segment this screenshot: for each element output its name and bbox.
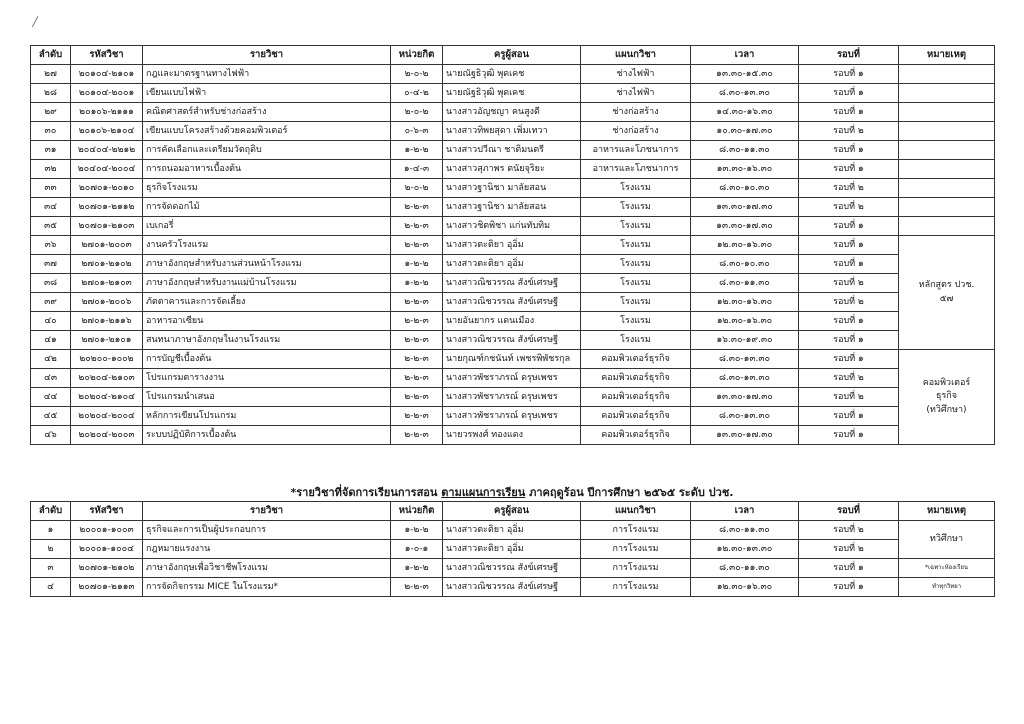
cell-time: ๘.๓๐-๑๑.๓๐ xyxy=(691,274,799,293)
remark-line: *เฉพาะห้องเรียน xyxy=(924,564,969,571)
header-order: ลำดับ xyxy=(31,502,71,521)
cell-subject: เบเกอรี่ xyxy=(143,217,391,236)
cell-teacher: นางสาวปวีณา ชาติมนตรี xyxy=(443,141,581,160)
cell-dept: อาหารและโภชนาการ xyxy=(581,160,691,179)
cell-credit: ๑-๒-๒ xyxy=(391,521,443,540)
cell-subject: ภาษาอังกฤษสำหรับงานส่วนหน้าโรงแรม xyxy=(143,255,391,274)
cell-remark xyxy=(899,198,995,217)
header-remark: หมายเหตุ xyxy=(899,46,995,65)
table-row xyxy=(31,122,995,141)
cell-code: ๒๐๑๐๖-๒๑๑๑ xyxy=(71,103,143,122)
cell-subject: การบัญชีเบื้องต้น xyxy=(143,350,391,369)
cell-credit: ๑-๔-๓ xyxy=(391,160,443,179)
cell-time: ๑๒.๓๐-๑๓.๓๐ xyxy=(691,540,799,559)
cell-order: ๔๐ xyxy=(31,312,71,331)
cell-round: รอบที่ ๒ xyxy=(799,388,899,407)
table-row xyxy=(31,236,995,255)
cell-dept: โรงแรม xyxy=(581,293,691,312)
cell-subject: ธุรกิจและการเป็นผู้ประกอบการ xyxy=(143,521,391,540)
cell-order: ๓๔ xyxy=(31,198,71,217)
cell-code: ๒๗๐๑-๒๑๑๖ xyxy=(71,312,143,331)
cell-subject: โปรแกรมนำเสนอ xyxy=(143,388,391,407)
cell-code: ๒๐๗๐๑-๒๑๑๒ xyxy=(71,198,143,217)
cell-round: รอบที่ ๑ xyxy=(799,578,899,597)
cell-credit: ๑-๒-๒ xyxy=(391,255,443,274)
cell-teacher: นายกุณฑ์กชนันท์ เพชรพิพัชรกุล xyxy=(443,350,581,369)
header-time: เวลา xyxy=(691,502,799,521)
cell-credit: ๒-๒-๓ xyxy=(391,426,443,445)
table-row xyxy=(31,578,995,597)
cell-order: ๒๘ xyxy=(31,84,71,103)
table-row xyxy=(31,141,995,160)
table-row xyxy=(31,293,995,312)
cell-dept: โรงแรม xyxy=(581,255,691,274)
cell-order: ๒๙ xyxy=(31,103,71,122)
cell-code: ๒๗๐๑-๒๑๐๒ xyxy=(71,255,143,274)
cell-code: ๒๐๑๐๖-๒๑๐๔ xyxy=(71,122,143,141)
remark-line: ทวิศึกษา xyxy=(929,533,964,544)
cell-dept: การโรงแรม xyxy=(581,540,691,559)
cell-code: ๒๐๒๐๔-๒๑๐๓ xyxy=(71,369,143,388)
cell-subject: ธุรกิจโรงแรม xyxy=(143,179,391,198)
cell-order: ๔ xyxy=(31,578,71,597)
remark-line: ทำทุกวิทยา xyxy=(931,583,962,590)
cell-round: รอบที่ ๒ xyxy=(799,540,899,559)
caption-after: ภาคฤดูร้อน ปีการศึกษา ๒๕๖๕ ระดับ ปวช. xyxy=(525,486,734,499)
cell-dept: คอมพิวเตอร์ธุรกิจ xyxy=(581,388,691,407)
cell-time: ๑๓.๓๐-๑๗.๓๐ xyxy=(691,217,799,236)
cell-credit: ๒-๐-๒ xyxy=(391,179,443,198)
cell-dept: ช่างไฟฟ้า xyxy=(581,65,691,84)
cell-remark xyxy=(899,141,995,160)
cell-credit: ๒-๒-๓ xyxy=(391,198,443,217)
cell-teacher: นางสาวฐานิชา มาลัยสอน xyxy=(443,198,581,217)
table-row xyxy=(31,65,995,84)
cell-order: ๑ xyxy=(31,521,71,540)
cell-round: รอบที่ ๑ xyxy=(799,141,899,160)
cell-subject: การจัดกิจกรรม MICE ในโรงแรม* xyxy=(143,578,391,597)
cell-round: รอบที่ ๒ xyxy=(799,122,899,141)
cell-order: ๓๓ xyxy=(31,179,71,198)
cell-code: ๒๗๐๑-๒๐๐๓ xyxy=(71,236,143,255)
header-order: ลำดับ xyxy=(31,46,71,65)
table-header-row xyxy=(31,46,995,65)
cell-credit: ๒-๒-๓ xyxy=(391,578,443,597)
cell-credit: ๒-๐-๒ xyxy=(391,103,443,122)
table-row xyxy=(31,350,995,369)
cell-time: ๘.๓๐-๑๑.๓๐ xyxy=(691,559,799,578)
cell-credit: ๒-๒-๓ xyxy=(391,293,443,312)
cell-credit: ๒-๐-๒ xyxy=(391,65,443,84)
cell-order: ๓๗ xyxy=(31,255,71,274)
cell-code: ๒๐๒๐๔-๒๐๐๓ xyxy=(71,426,143,445)
cell-round: รอบที่ ๑ xyxy=(799,255,899,274)
cell-time: ๑๓.๓๐-๑๗.๓๐ xyxy=(691,198,799,217)
cell-code: ๒๐๒๐๔-๒๐๐๔ xyxy=(71,407,143,426)
cell-remark xyxy=(899,103,995,122)
table-row xyxy=(31,388,995,407)
cell-teacher: นางสาวอัญชญา คนสูงดี xyxy=(443,103,581,122)
cell-teacher: นางสาวชิตพิชา แก่นทับทิม xyxy=(443,217,581,236)
cell-subject: กฎหมายแรงงาน xyxy=(143,540,391,559)
cell-time: ๑๒.๓๐-๑๖.๓๐ xyxy=(691,578,799,597)
cell-dept: ช่างไฟฟ้า xyxy=(581,84,691,103)
header-subject: รายวิชา xyxy=(143,46,391,65)
remark-line: หลักสูตร ปวช. xyxy=(918,280,975,290)
cell-teacher: นางสาวพัชราภรณ์ ดรุษเพชร xyxy=(443,388,581,407)
cell-credit: ๑-๐-๑ xyxy=(391,540,443,559)
cell-code: ๒๗๐๑-๒๑๐๑ xyxy=(71,331,143,350)
cell-subject: ภาษาอังกฤษสำหรับงานแม่บ้านโรงแรม xyxy=(143,274,391,293)
remark-hotel-curriculum xyxy=(899,236,995,350)
cell-teacher: นางสาวณิชวรรณ สังข์เศรษฐี xyxy=(443,578,581,597)
table-row xyxy=(31,521,995,540)
cell-subject: ภัตตาคารและการจัดเลี้ยง xyxy=(143,293,391,312)
table-row xyxy=(31,559,995,578)
cell-subject: การคัดเลือกและเตรียมวัตถุดิบ xyxy=(143,141,391,160)
cell-order: ๔๑ xyxy=(31,331,71,350)
remark-note-row4 xyxy=(899,578,995,597)
table-row xyxy=(31,198,995,217)
cell-teacher: นางสาวสุภาพร ตนัยจุริยะ xyxy=(443,160,581,179)
cell-subject: หลักการเขียนโปรแกรม xyxy=(143,407,391,426)
cell-round: รอบที่ ๒ xyxy=(799,179,899,198)
cell-order: ๓๒ xyxy=(31,160,71,179)
cell-order: ๓๑ xyxy=(31,141,71,160)
header-dept: แผนกวิชา xyxy=(581,502,691,521)
cell-code: ๒๐๐๐๑-๑๐๐๔ xyxy=(71,540,143,559)
table-body xyxy=(31,521,995,597)
cell-time: ๘.๓๐-๑๓.๓๐ xyxy=(691,84,799,103)
cell-time: ๘.๓๐-๑๓.๓๐ xyxy=(691,407,799,426)
cell-time: ๑๖.๓๐-๑๙.๓๐ xyxy=(691,331,799,350)
cell-credit: ๒-๒-๓ xyxy=(391,350,443,369)
cell-round: รอบที่ ๒ xyxy=(799,198,899,217)
table-row xyxy=(31,217,995,236)
schedule-table-main xyxy=(30,45,995,445)
cell-subject: กฎและมาตรฐานทางไฟฟ้า xyxy=(143,65,391,84)
cell-time: ๑๔.๓๐-๑๖.๓๐ xyxy=(691,103,799,122)
cell-subject: การถนอมอาหารเบื้องต้น xyxy=(143,160,391,179)
section-caption xyxy=(30,483,994,501)
cell-credit: ๒-๒-๓ xyxy=(391,236,443,255)
cell-time: ๘.๓๐-๑๓.๓๐ xyxy=(691,350,799,369)
table-row xyxy=(31,179,995,198)
cell-round: รอบที่ ๒ xyxy=(799,521,899,540)
cell-round: รอบที่ ๒ xyxy=(799,369,899,388)
cell-time: ๑๓.๓๐-๑๕.๓๐ xyxy=(691,65,799,84)
cell-time: ๘.๓๐-๑๐.๓๐ xyxy=(691,255,799,274)
cell-round: รอบที่ ๑ xyxy=(799,350,899,369)
cell-round: รอบที่ ๑ xyxy=(799,160,899,179)
cell-dept: ช่างก่อสร้าง xyxy=(581,122,691,141)
cell-code: ๒๐๐๐๑-๑๐๐๓ xyxy=(71,521,143,540)
cell-dept: โรงแรม xyxy=(581,312,691,331)
cell-time: ๑๓.๓๐-๑๗.๓๐ xyxy=(691,388,799,407)
caption-underlined: ตามแผนการเรียน xyxy=(441,486,526,499)
cell-subject: ภาษาอังกฤษเพื่อวิชาชีพโรงแรม xyxy=(143,559,391,578)
cell-time: ๑๒.๓๐-๑๖.๓๐ xyxy=(691,293,799,312)
cell-time: ๘.๓๐-๑๐.๓๐ xyxy=(691,179,799,198)
cell-teacher: นายวรพงศ์ ทองแดง xyxy=(443,426,581,445)
cell-teacher: นางสาวฐานิชา มาลัยสอน xyxy=(443,179,581,198)
cell-dept: คอมพิวเตอร์ธุรกิจ xyxy=(581,426,691,445)
table-body xyxy=(31,65,995,445)
cell-order: ๓๖ xyxy=(31,236,71,255)
cell-dept: คอมพิวเตอร์ธุรกิจ xyxy=(581,407,691,426)
cell-round: รอบที่ ๑ xyxy=(799,217,899,236)
cell-teacher: นางสาวตะติยา อุอิ่ม xyxy=(443,540,581,559)
cell-code: ๒๐๗๐๑-๒๑๐๒ xyxy=(71,559,143,578)
cell-teacher: นางสาวทิพยสุดา เพิ่มเทวา xyxy=(443,122,581,141)
cell-round: รอบที่ ๑ xyxy=(799,331,899,350)
table-row xyxy=(31,407,995,426)
table-row xyxy=(31,103,995,122)
header-code: รหัสวิชา xyxy=(71,46,143,65)
cell-subject: อาหารอาเซียน xyxy=(143,312,391,331)
cell-subject: การจัดดอกไม้ xyxy=(143,198,391,217)
cell-credit: ๒-๒-๓ xyxy=(391,331,443,350)
cell-code: ๒๐๒๐๔-๒๑๐๔ xyxy=(71,388,143,407)
header-code: รหัสวิชา xyxy=(71,502,143,521)
cell-credit: ๑-๒-๒ xyxy=(391,141,443,160)
header-time: เวลา xyxy=(691,46,799,65)
table-row xyxy=(31,369,995,388)
header-round: รอบที่ xyxy=(799,502,899,521)
cell-round: รอบที่ ๑ xyxy=(799,236,899,255)
cell-code: ๒๐๔๐๔-๒๐๐๔ xyxy=(71,160,143,179)
cell-code: ๒๐๗๐๑-๒๑๑๓ xyxy=(71,578,143,597)
cell-order: ๓๐ xyxy=(31,122,71,141)
remark-business-computer xyxy=(899,350,995,445)
cell-time: ๘.๓๐-๑๑.๓๐ xyxy=(691,521,799,540)
cell-teacher: นางสาวตะติยา อุอิ่ม xyxy=(443,236,581,255)
cell-order: ๒ xyxy=(31,540,71,559)
cell-teacher: นางสาวพัชราภรณ์ ดรุษเพชร xyxy=(443,407,581,426)
cell-teacher: นางสาวณิชวรรณ สังข์เศรษฐี xyxy=(443,274,581,293)
table-header-row xyxy=(31,502,995,521)
cell-round: รอบที่ ๑ xyxy=(799,312,899,331)
cell-credit: ๒-๒-๓ xyxy=(391,369,443,388)
cell-order: ๓ xyxy=(31,559,71,578)
header-dept: แผนกวิชา xyxy=(581,46,691,65)
cell-credit: ๒-๒-๓ xyxy=(391,312,443,331)
cell-credit: ๒-๒-๓ xyxy=(391,217,443,236)
cell-time: ๘.๓๐-๑๑.๓๐ xyxy=(691,141,799,160)
cell-subject: งานครัวโรงแรม xyxy=(143,236,391,255)
cell-subject: เขียนแบบไฟฟ้า xyxy=(143,84,391,103)
cell-time: ๑๓.๓๐-๑๗.๓๐ xyxy=(691,426,799,445)
cell-teacher: นางสาวณิชวรรณ สังข์เศรษฐี xyxy=(443,293,581,312)
cell-remark xyxy=(899,65,995,84)
remark-dual-education xyxy=(899,521,995,559)
header-teacher: ครูผู้สอน xyxy=(443,502,581,521)
remark-line: (ทวิศึกษา) xyxy=(926,404,967,415)
table-row xyxy=(31,84,995,103)
remark-note-row3 xyxy=(899,559,995,578)
cell-teacher: นางสาวตะติยา อุอิ่ม xyxy=(443,521,581,540)
cell-subject: คณิตศาสตร์สำหรับช่างก่อสร้าง xyxy=(143,103,391,122)
cell-time: ๑๒.๓๐-๑๖.๓๐ xyxy=(691,236,799,255)
table-row xyxy=(31,312,995,331)
cell-teacher: นางสาวพัชราภรณ์ ดรุษเพชร xyxy=(443,369,581,388)
cell-remark xyxy=(899,84,995,103)
table-row xyxy=(31,160,995,179)
cell-teacher: นายอันยากร แดนเมือง xyxy=(443,312,581,331)
header-remark: หมายเหตุ xyxy=(899,502,995,521)
header-credit: หน่วยกิต xyxy=(391,46,443,65)
cell-round: รอบที่ ๑ xyxy=(799,407,899,426)
cell-order: ๓๘ xyxy=(31,274,71,293)
cell-dept: โรงแรม xyxy=(581,179,691,198)
cell-remark xyxy=(899,160,995,179)
cell-credit: ๑-๒-๒ xyxy=(391,559,443,578)
cell-dept: คอมพิวเตอร์ธุรกิจ xyxy=(581,350,691,369)
pen-mark xyxy=(32,16,47,32)
cell-subject: ระบบปฏิบัติการเบื้องต้น xyxy=(143,426,391,445)
cell-credit: ๒-๒-๓ xyxy=(391,388,443,407)
cell-dept: ช่างก่อสร้าง xyxy=(581,103,691,122)
cell-code: ๒๗๐๑-๒๑๐๓ xyxy=(71,274,143,293)
cell-remark xyxy=(899,179,995,198)
cell-round: รอบที่ ๑ xyxy=(799,65,899,84)
cell-code: ๒๐๑๐๔-๒๑๐๑ xyxy=(71,65,143,84)
cell-round: รอบที่ ๑ xyxy=(799,426,899,445)
cell-dept: โรงแรม xyxy=(581,274,691,293)
cell-order: ๓๙ xyxy=(31,293,71,312)
cell-order: ๔๒ xyxy=(31,350,71,369)
cell-round: รอบที่ ๑ xyxy=(799,103,899,122)
cell-dept: คอมพิวเตอร์ธุรกิจ xyxy=(581,369,691,388)
cell-code: ๒๐๑๐๔-๒๐๐๑ xyxy=(71,84,143,103)
cell-dept: อาหารและโภชนาการ xyxy=(581,141,691,160)
cell-subject: สนทนาภาษาอังกฤษในงานโรงแรม xyxy=(143,331,391,350)
cell-order: ๔๕ xyxy=(31,407,71,426)
cell-dept: การโรงแรม xyxy=(581,559,691,578)
header-teacher: ครูผู้สอน xyxy=(443,46,581,65)
remark-line: คอมพิวเตอร์ xyxy=(922,377,971,388)
cell-teacher: นายณัฐธิวุฒิ พุดเคช xyxy=(443,65,581,84)
cell-time: ๑๓.๓๐-๑๖.๓๐ xyxy=(691,160,799,179)
cell-teacher: นายณัฐธิวุฒิ พุดเคช xyxy=(443,84,581,103)
cell-dept: การโรงแรม xyxy=(581,578,691,597)
cell-dept: โรงแรม xyxy=(581,217,691,236)
cell-round: รอบที่ ๑ xyxy=(799,559,899,578)
schedule-table-summer xyxy=(30,501,995,597)
cell-code: ๒๐๔๐๔-๒๒๑๒ xyxy=(71,141,143,160)
cell-teacher: นางสาวตะติยา อุอิ่ม xyxy=(443,255,581,274)
cell-teacher: นางสาวณิชวรรณ สังข์เศรษฐี xyxy=(443,331,581,350)
cell-time: ๑๒.๓๐-๑๖.๓๐ xyxy=(691,312,799,331)
cell-code: ๒๐๒๐๐-๑๐๐๒ xyxy=(71,350,143,369)
cell-dept: โรงแรม xyxy=(581,198,691,217)
cell-code: ๒๐๗๐๑-๒๑๐๓ xyxy=(71,217,143,236)
cell-remark xyxy=(899,122,995,141)
cell-order: ๒๗ xyxy=(31,65,71,84)
cell-credit: ๐-๖-๓ xyxy=(391,122,443,141)
caption-before: *รายวิชาที่จัดการเรียนการสอน xyxy=(290,486,442,499)
table-row xyxy=(31,274,995,293)
header-subject: รายวิชา xyxy=(143,502,391,521)
cell-credit: ๒-๒-๓ xyxy=(391,407,443,426)
cell-order: ๔๖ xyxy=(31,426,71,445)
header-credit: หน่วยกิต xyxy=(391,502,443,521)
cell-dept: โรงแรม xyxy=(581,331,691,350)
cell-order: ๓๕ xyxy=(31,217,71,236)
remark-line: ๕๗ xyxy=(939,293,954,304)
cell-teacher: นางสาวณิชวรรณ สังข์เศรษฐี xyxy=(443,559,581,578)
cell-round: รอบที่ ๒ xyxy=(799,293,899,312)
table-row xyxy=(31,331,995,350)
cell-remark xyxy=(899,217,995,236)
cell-round: รอบที่ ๒ xyxy=(799,274,899,293)
cell-credit: ๐-๔-๒ xyxy=(391,84,443,103)
table-row xyxy=(31,426,995,445)
header-round: รอบที่ xyxy=(799,46,899,65)
cell-code: ๒๐๗๐๑-๒๐๑๐ xyxy=(71,179,143,198)
cell-subject: โปรแกรมตารางงาน xyxy=(143,369,391,388)
cell-time: ๑๐.๓๐-๑๗.๓๐ xyxy=(691,122,799,141)
cell-subject: เขียนแบบโครงสร้างด้วยคอมพิวเตอร์ xyxy=(143,122,391,141)
cell-time: ๘.๓๐-๑๓.๓๐ xyxy=(691,369,799,388)
cell-credit: ๑-๒-๒ xyxy=(391,274,443,293)
remark-line: ธุรกิจ xyxy=(935,391,958,402)
cell-order: ๔๓ xyxy=(31,369,71,388)
cell-round: รอบที่ ๑ xyxy=(799,84,899,103)
table-row xyxy=(31,255,995,274)
table-row xyxy=(31,540,995,559)
cell-code: ๒๗๐๑-๒๐๐๖ xyxy=(71,293,143,312)
cell-dept: การโรงแรม xyxy=(581,521,691,540)
cell-order: ๔๔ xyxy=(31,388,71,407)
cell-dept: โรงแรม xyxy=(581,236,691,255)
